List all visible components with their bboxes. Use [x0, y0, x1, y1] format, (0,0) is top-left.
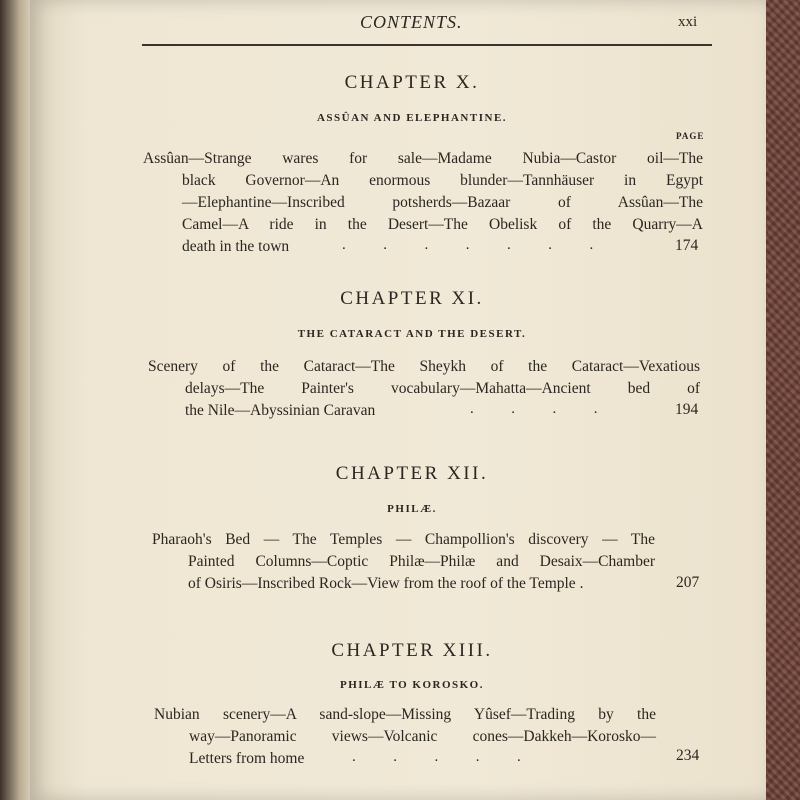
toc-line: Assûan—Strange wares for sale—Madame Nubia—Castor oil—The — [143, 150, 703, 167]
toc-line: black Governor—An enormous blunder—Tannhäuser in Egypt — [182, 172, 703, 189]
toc-line: Camel—A ride in the Desert—The Obelisk of the Quarry—A — [182, 216, 703, 233]
running-head: CONTENTS. — [360, 12, 463, 32]
toc-line: delays—The Painter's vocabulary—Mahatta—Ancient bed of — [185, 380, 700, 397]
toc-line: —Elephantine—Inscribed potsherds—Bazaar of Assûan—The — [182, 194, 703, 211]
toc-line: Nubian scenery—A sand-slope—Missing Yûsef—Trading by the — [154, 706, 656, 723]
chapter-title: CHAPTER X. — [344, 72, 480, 93]
chapter-subtitle: PHILÆ. — [387, 503, 437, 515]
page-number: 234 — [676, 747, 700, 764]
toc-line: of Osiris—Inscribed Rock—View from the roof of the Temple . — [188, 575, 584, 592]
toc-line: Letters from home — [189, 750, 305, 767]
page-number: 174 — [675, 237, 699, 254]
toc-line: way—Panoramic views—Volcanic cones—Dakkeh—Korosko— — [189, 728, 656, 745]
toc-line: the Nile—Abyssinian Caravan — [185, 402, 376, 419]
chapter-title: CHAPTER XII. — [335, 463, 489, 484]
dot-leader: . . . . — [470, 401, 598, 417]
page-number: 194 — [675, 401, 699, 418]
header-rule — [142, 44, 712, 46]
chapter-subtitle: THE CATARACT AND THE DESERT. — [297, 328, 527, 340]
dot-leader: . . . . . — [352, 749, 521, 765]
chapter-subtitle: PHILÆ TO KOROSKO. — [340, 679, 484, 691]
chapter-title: CHAPTER XIII. — [331, 640, 493, 661]
dot-leader: . . . . . . . — [342, 237, 594, 253]
book-page — [30, 0, 766, 800]
toc-line: Pharaoh's Bed — The Temples — Champollion's discovery — The — [152, 531, 655, 548]
toc-line: Painted Columns—Coptic Philæ—Philæ and Desaix—Chamber — [188, 553, 655, 570]
page-column-label: PAGE — [676, 131, 705, 141]
toc-line: death in the town — [182, 238, 290, 255]
page-folio: xxi — [678, 14, 698, 30]
chapter-title: CHAPTER XI. — [340, 288, 484, 309]
chapter-subtitle: ASSÛAN AND ELEPHANTINE. — [316, 112, 508, 124]
toc-line: Scenery of the Cataract—The Sheykh of the Cataract—Vexatious — [148, 358, 700, 375]
page-number: 207 — [676, 574, 700, 591]
